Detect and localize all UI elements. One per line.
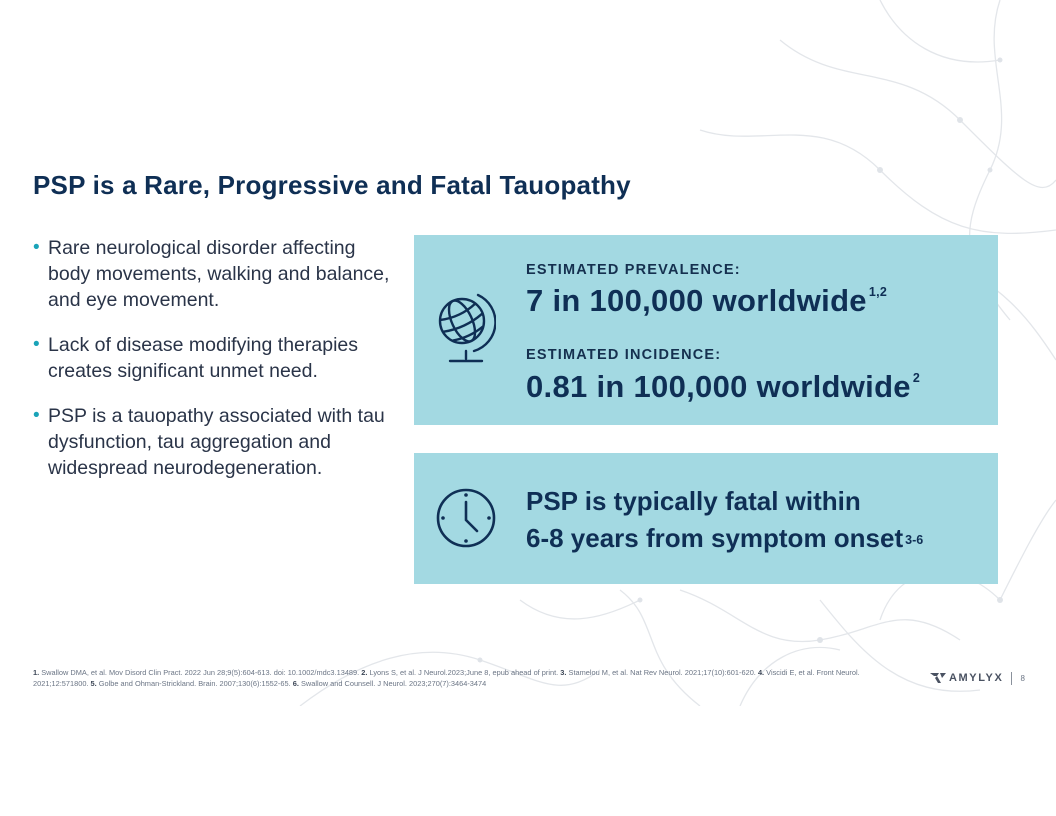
globe-icon [434, 291, 496, 365]
footnote-text: Golbe and Ohman-Strickland. Brain. 2007;130(6):1552-65. [98, 679, 291, 688]
incidence-value [526, 369, 920, 405]
fatal-reference: 3-6 [905, 533, 924, 547]
bullet-text: Lack of disease modifying therapies creates significant unmet need. [48, 334, 359, 382]
prevalence-reference: 1,2 [868, 285, 888, 299]
brand-name: AMYLYX [949, 672, 1004, 684]
bullet-dot: • [33, 237, 40, 258]
footnote-text: Stamelou M, et al. Nat Rev Neurol. 2021;17(10):601-620. [568, 668, 756, 677]
bullet-text: PSP is a tauopathy associated with tau dysfunction, tau aggregation and widespread neurodegeneration. [48, 405, 385, 479]
footnote-text: Lyons S, et al. J Neurol.2023;June 8, epub ahead of print. [369, 668, 559, 677]
bullet-dot: • [33, 405, 40, 426]
epidemiology-card [414, 235, 998, 425]
prevalence-value-text: 7 in 100,000 worldwide [526, 283, 867, 318]
footnote-number: 6. [292, 679, 299, 688]
incidence-reference: 2 [912, 371, 921, 385]
footnote-number: 4. [757, 668, 765, 677]
footnote-text: Swallow DMA, et al. Mov Disord Clin Pract. 2022 Jun 28;9(5):604-613. doi: 10.1002/mdc3.13489. [41, 668, 360, 677]
footnote-number: 5. [90, 679, 97, 688]
fatal-line-2 [526, 520, 923, 557]
references-footnote [33, 667, 893, 689]
mortality-card [414, 453, 998, 584]
brand-footer [930, 671, 1025, 685]
footnote-number: 3. [560, 668, 567, 677]
bullet-item [33, 235, 393, 313]
bullet-list [33, 235, 393, 500]
page-number: 8 [1020, 673, 1025, 683]
bullet-item [33, 332, 393, 384]
footnote-text: Viscidi E, et al. Front Neurol. 2021;12:571800. [33, 668, 860, 688]
fatal-line-2-text: 6-8 years from symptom onset [526, 523, 904, 553]
bullet-dot: • [33, 334, 40, 355]
bullet-item [33, 403, 393, 481]
footer-divider [1011, 672, 1012, 685]
slide-title: PSP is a Rare, Progressive and Fatal Tauopathy [33, 170, 631, 200]
footnote-number: 1. [33, 668, 40, 677]
bullet-text: Rare neurological disorder affecting body movements, walking and balance, and eye movement. [48, 237, 390, 311]
amylyx-logo-mark-icon [930, 672, 946, 684]
fatal-line-1: PSP is typically fatal within [526, 486, 861, 516]
prevalence-value [526, 283, 887, 319]
incidence-value-text: 0.81 in 100,000 worldwide [526, 369, 911, 404]
incidence-label: ESTIMATED INCIDENCE: [526, 347, 722, 363]
footnote-text: Swallow and Counsell. J Neurol. 2023;270(7):3464-3474 [300, 679, 487, 688]
footnote-number: 2. [361, 668, 368, 677]
clock-icon [434, 486, 498, 550]
prevalence-label: ESTIMATED PREVALENCE: [526, 262, 741, 278]
